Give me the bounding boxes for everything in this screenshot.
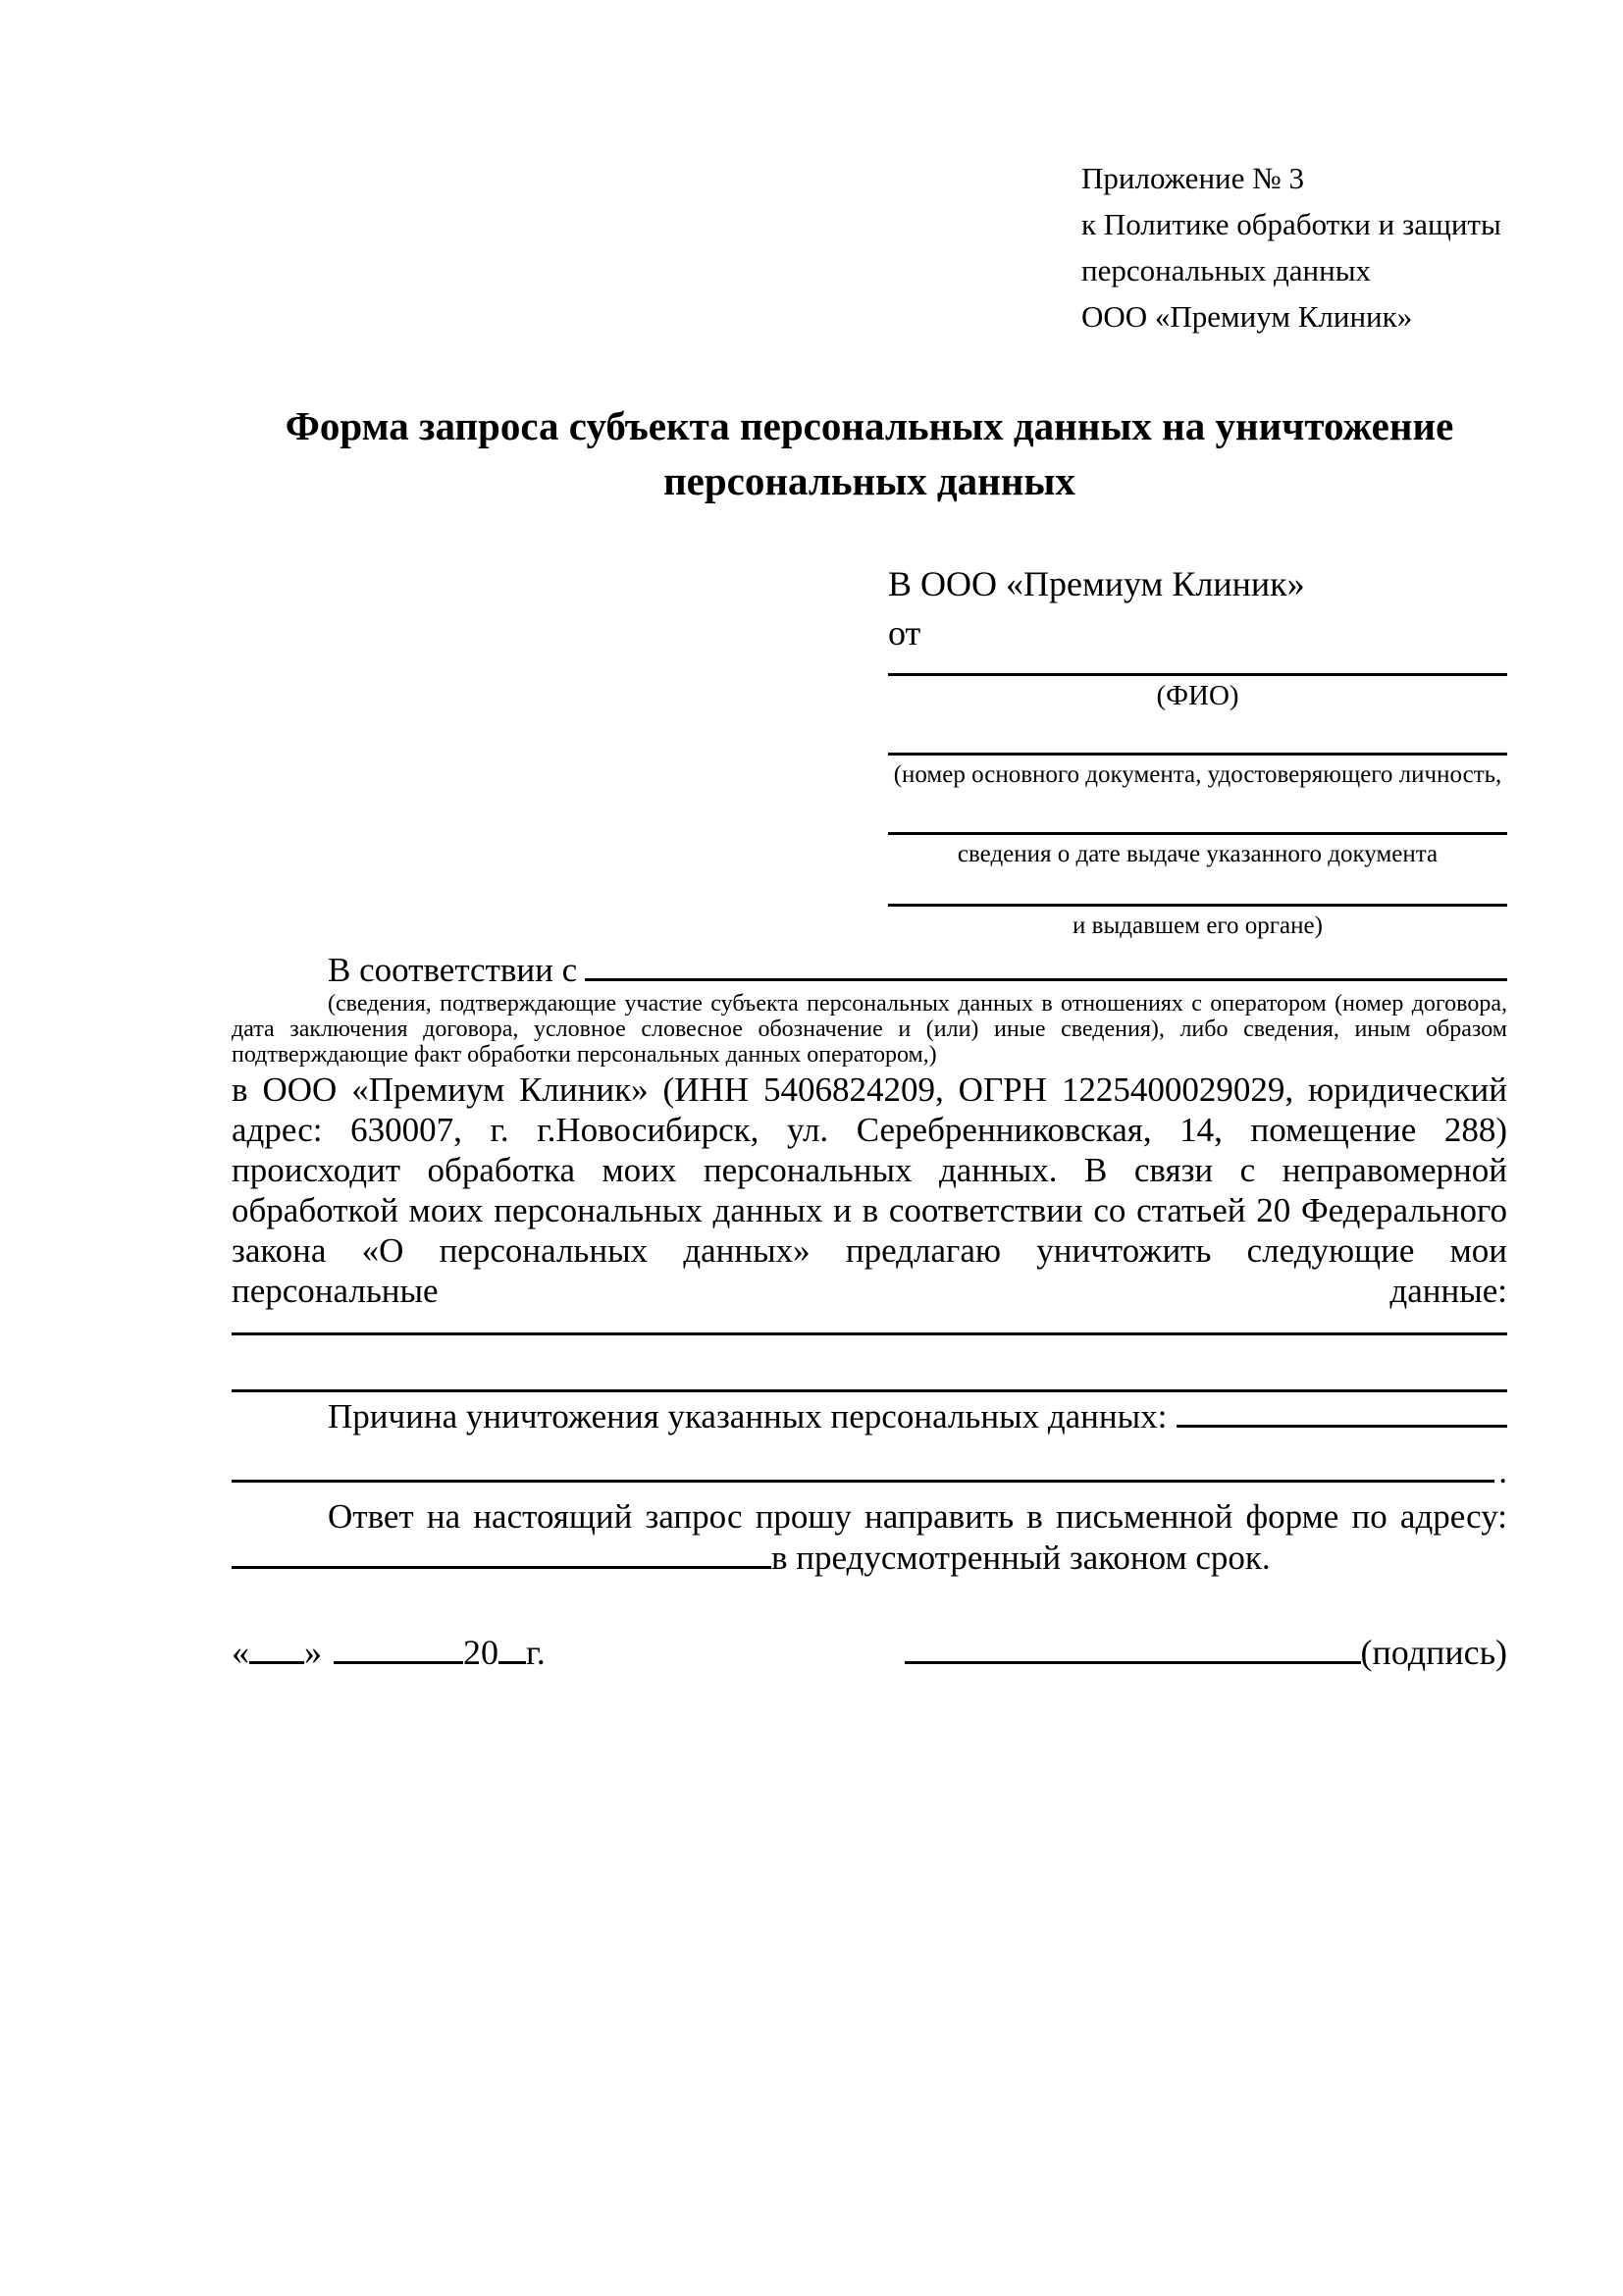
response-sentence: Ответ на настоящий запрос прошу направить в письменной форме по адресу: xyxy=(328,1497,1507,1536)
reason-continuation-row xyxy=(232,1451,1507,1492)
year-fill-line xyxy=(498,1658,526,1664)
header-line-appendix: Приложение № 3 xyxy=(1081,161,1304,195)
date-quote-close: » xyxy=(304,1633,322,1672)
main-paragraph: в ООО «Премиум Клиник» (ИНН 5406824209, ОГРН 1225400029029, юридический адрес: 630007, г. г.Новосибирск, ул. Серебренниковская, 14, помещение 288) происходит обработка моих персональных данных. В связи с неправомерной обработкой моих персональных данных и в соответствии со статьей 20 Федерального закона «О персональных данных» предлагаю уничтожить следующие мои персональные данные: xyxy=(232,1070,1507,1310)
sentence-period: . xyxy=(1498,1452,1507,1490)
document-title: Форма запроса субъекта персональных данных на уничтожение персональных данных xyxy=(285,403,1454,503)
addressee-block xyxy=(888,559,1507,942)
issuer-caption: и выдавшем его органе) xyxy=(1073,913,1323,939)
response-suffix: в предусмотренный законом срок. xyxy=(771,1539,1271,1577)
document-number-field xyxy=(888,749,1507,791)
issue-date-field xyxy=(888,828,1507,870)
addressee-from-label: от xyxy=(888,613,921,652)
fio-fill-line xyxy=(888,669,1507,676)
address-fill-line xyxy=(232,1563,771,1569)
document-number-caption: (номер основного документа, удостоверяющего личность, xyxy=(893,761,1502,788)
signature-field xyxy=(905,1630,1507,1675)
date-field xyxy=(232,1630,546,1675)
date-year-suffix: г. xyxy=(526,1633,546,1672)
issue-date-caption: сведения о дате выдаче указанного документа xyxy=(957,841,1439,867)
fio-field xyxy=(888,669,1507,711)
header-block xyxy=(1081,155,1507,339)
footer-row xyxy=(232,1630,1507,1675)
signature-fill-line xyxy=(905,1658,1361,1664)
day-fill-line xyxy=(249,1658,304,1664)
month-fill-line xyxy=(334,1658,463,1664)
accordance-fill-line xyxy=(585,976,1507,981)
date-quote-open: « xyxy=(232,1633,249,1672)
address-row xyxy=(232,1538,1507,1579)
signature-caption: (подпись) xyxy=(1360,1633,1507,1672)
header-line-company: ООО «Премиум Клиник» xyxy=(1081,299,1413,334)
data-fill-line-2 xyxy=(232,1335,1507,1392)
addressee-company: В ООО «Премиум Клиник» xyxy=(888,564,1305,603)
fio-caption: (ФИО) xyxy=(1156,680,1239,711)
issuer-fill-line xyxy=(888,900,1507,907)
date-year-prefix: 20 xyxy=(463,1633,498,1672)
header-line-policy: к Политике обработки и защиты xyxy=(1081,207,1501,241)
header-line-personal-data: персональных данных xyxy=(1081,253,1372,287)
reason-fill-line-2 xyxy=(232,1478,1494,1483)
reason-row xyxy=(232,1396,1507,1437)
accordance-row xyxy=(232,950,1507,991)
document-number-fill-line xyxy=(888,749,1507,756)
accordance-note: (сведения, подтверждающие участие субъекта персональных данных в отношениях с оператором (номер договора, дата заключения договора, условное словесное обозначение и (или) иные сведения), либо сведения, иным образом подтверждающие факт обработки персональных данных оператором,) xyxy=(232,991,1507,1068)
reason-label: Причина уничтожения указанных персональных данных: xyxy=(328,1397,1168,1435)
document-content xyxy=(232,0,1507,1675)
accordance-label: В соответствии с xyxy=(328,951,578,989)
issue-date-fill-line xyxy=(888,828,1507,835)
data-fill-line-1 xyxy=(232,1311,1507,1335)
issuer-field xyxy=(888,900,1507,942)
reason-fill-line xyxy=(1177,1423,1507,1428)
